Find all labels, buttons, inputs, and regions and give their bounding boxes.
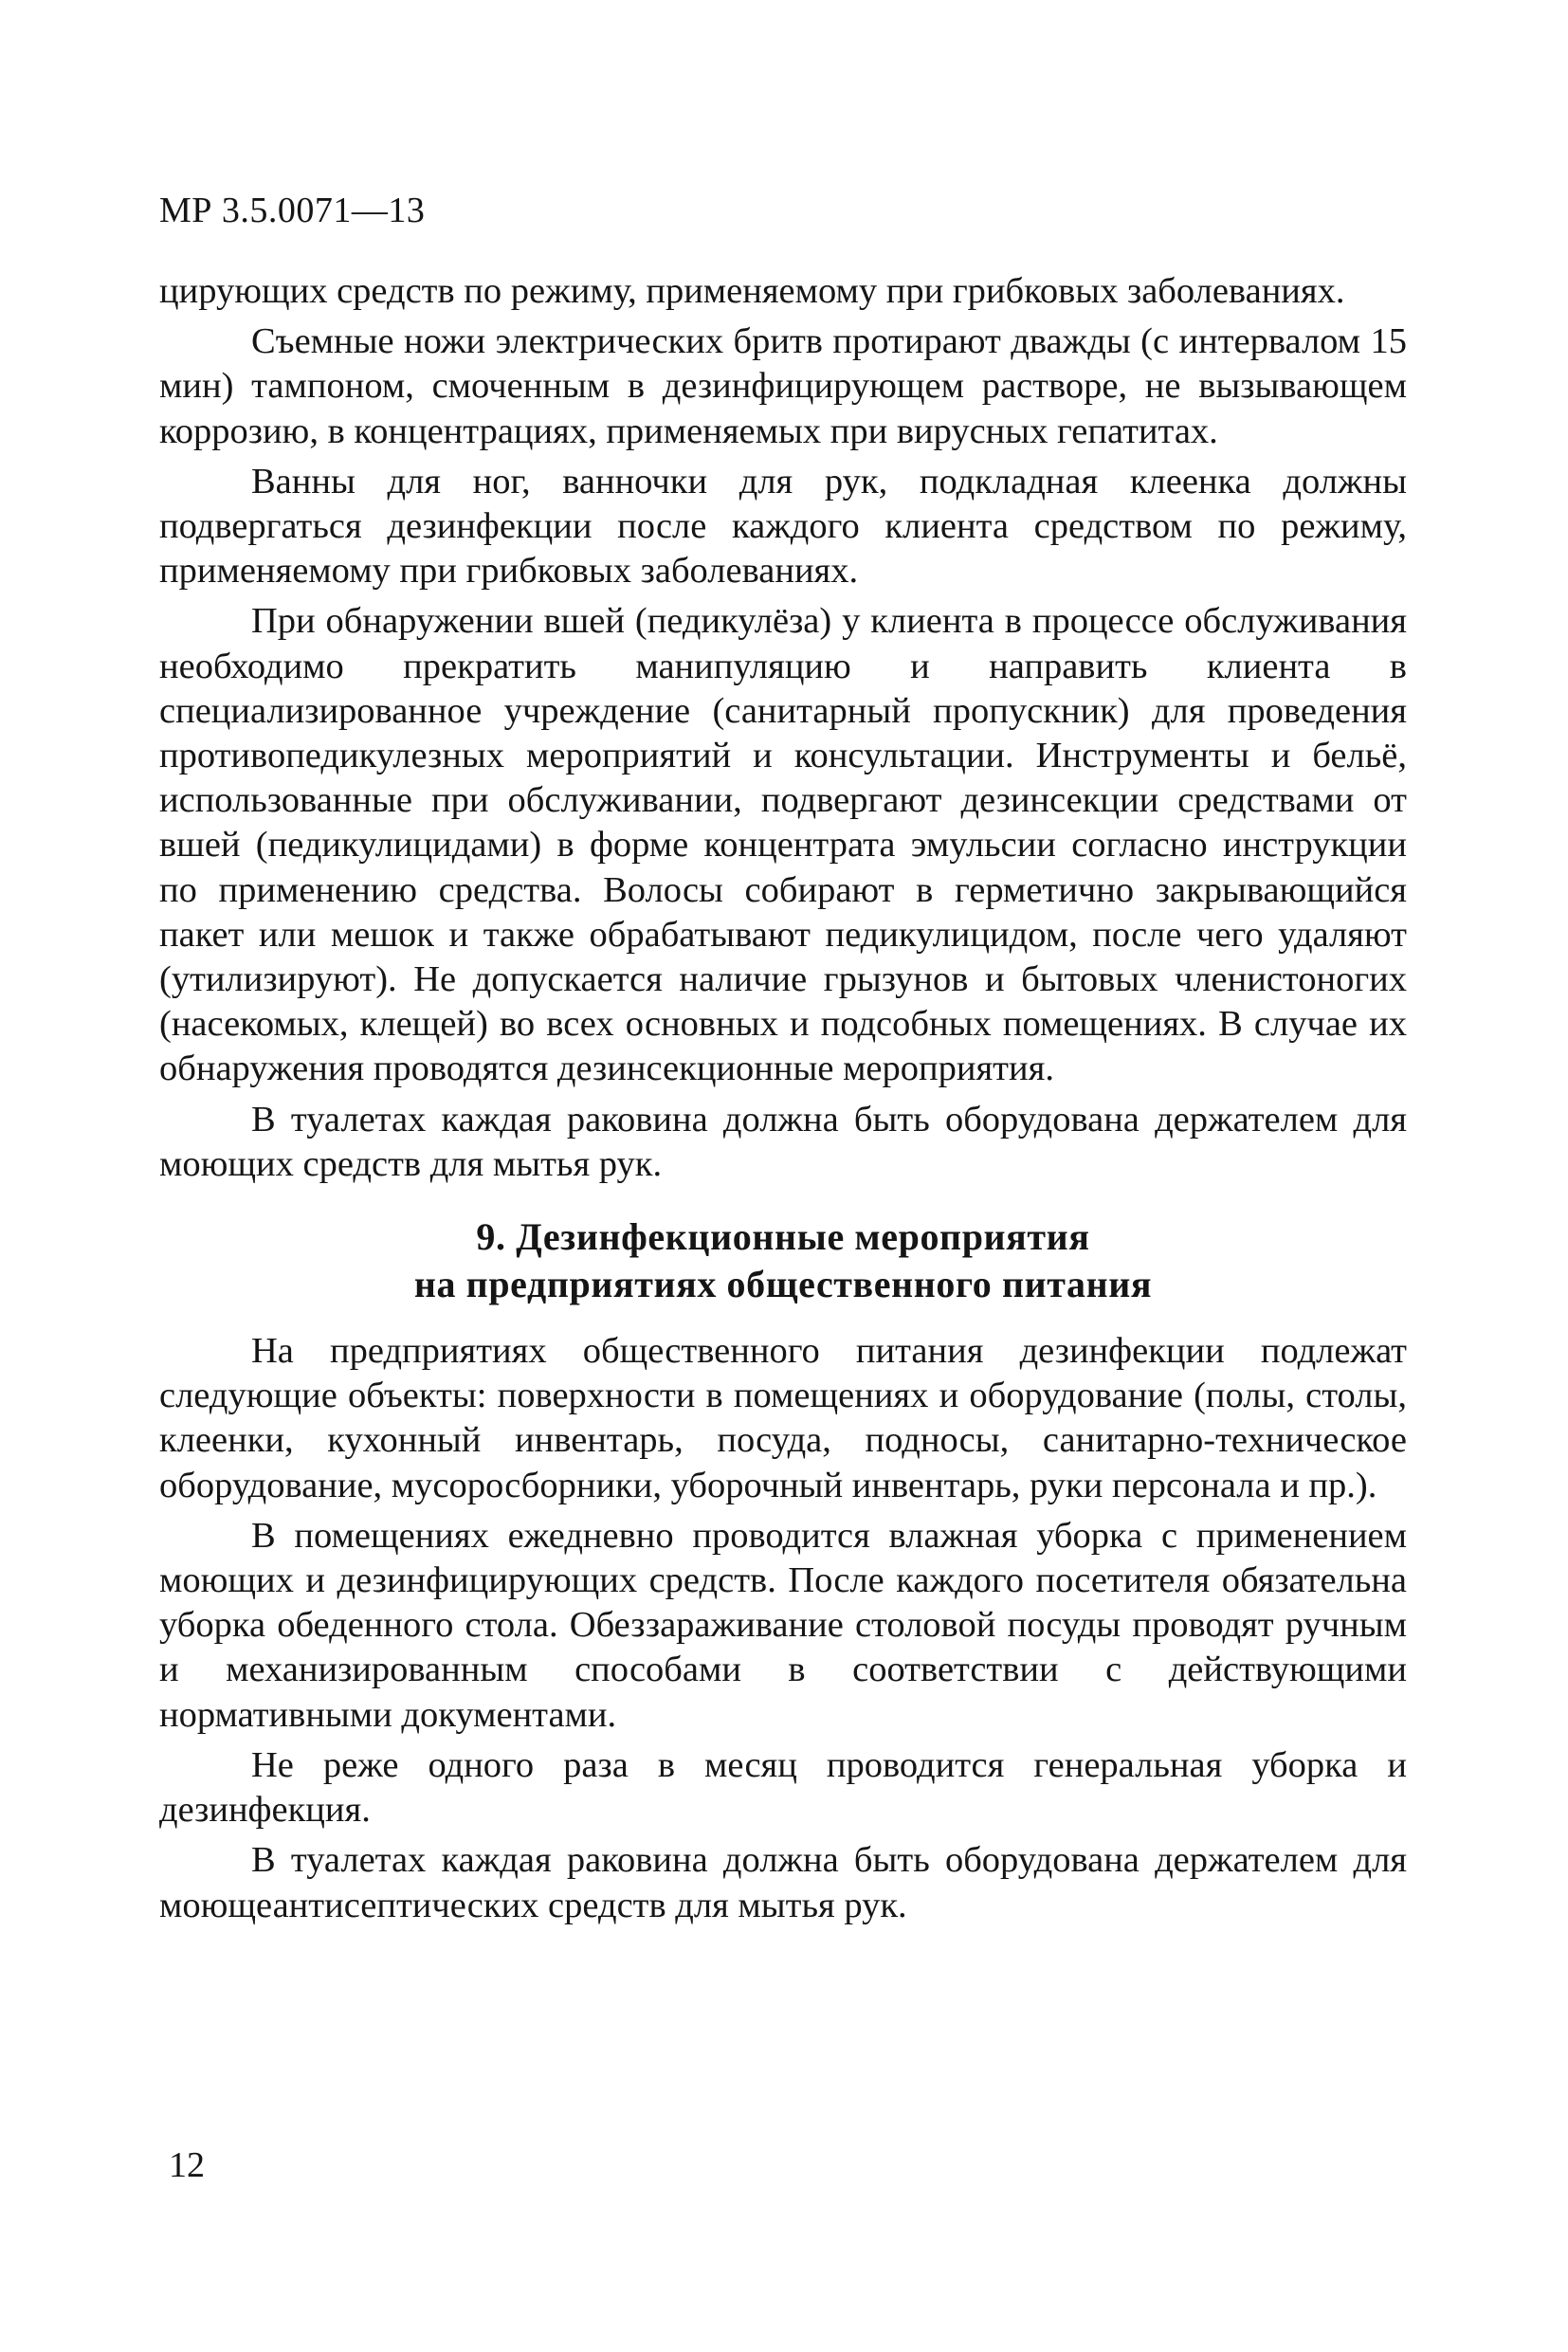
document-code-header: МР 3.5.0071—13 xyxy=(159,191,426,230)
document-body xyxy=(159,269,1407,1934)
section-heading-line-1: 9. Дезинфекционные мероприятия xyxy=(476,1215,1090,1259)
section-heading-line-2: на предприятиях общественного питания xyxy=(413,1263,1153,1306)
paragraph-disinfection-objects: На предприятиях общественного питания дезинфекции подлежат следующие объекты: поверхности в помещениях и оборудование (полы, столы, клеенки, кухонный инвентарь, посуда, подносы, санитарно-техническое оборудование, мусоросборники, уборочный инвентарь, руки персонала и пр.). xyxy=(159,1331,1407,1505)
paragraph-daily-cleaning: В помещениях ежедневно проводится влажная уборка с применением моющих и дезинфицирующих средств. После каждого посетителя обязательна уборка обеденного стола. Обеззараживание столовой посуды проводят ручным и механизированным способами в соответствии с действующими нормативными документами. xyxy=(159,1515,1407,1735)
paragraph-foot-baths: Ванны для ног, ванночки для рук, подкладная клеенка должны подвергаться дезинфекции после каждого клиента средством по режиму, применяемому при грибковых заболеваниях. xyxy=(159,461,1407,592)
paragraph-continuation: цирующих средств по режиму, применяемому при грибковых заболеваниях. xyxy=(159,271,1345,311)
paragraph-toilet-sinks: В туалетах каждая раковина должна быть оборудована держателем для моющих средств для мытья рук. xyxy=(159,1099,1407,1184)
page-number: 12 xyxy=(169,2145,205,2185)
paragraph-razor-blades: Съемные ножи электрических бритв протирают дважды (с интервалом 15 мин) тампоном, смоченным в дезинфицирующем растворе, не вызывающем коррозию, в концентрациях, применяемых при вирусных гепатитах. xyxy=(159,321,1407,451)
paragraph-monthly-cleaning: Не реже одного раза в месяц проводится генеральная уборка и дезинфекция. xyxy=(159,1744,1407,1831)
paragraph-toilet-sinks-catering: В туалетах каждая раковина должна быть оборудована держателем для моющеантисептических средств для мытья рук. xyxy=(159,1840,1407,1925)
paragraph-lice-detection: При обнаружении вшей (педикулёза) у клиента в процессе обслуживания необходимо прекратить манипуляцию и направить клиента в специализированное учреждение (санитарный пропускник) для проведения противопедикулезных мероприятий и консультации. Инструменты и бельё, использованные при обслуживании, подвергают дезинсекции средствами от вшей (педикулицидами) в форме концентрата эмульсии согласно инструкции по применению средства. Волосы собирают в герметично закрывающийся пакет или мешок и также обрабатывают педикулицидом, после чего удаляют (утилизируют). Не допускается наличие грызунов и бытовых членистоногих (насекомых, клещей) во всех основных и подсобных помещениях. В случае их обнаружения проводятся дезинсекционные мероприятия. xyxy=(159,601,1407,1089)
section-heading xyxy=(159,1213,1407,1308)
